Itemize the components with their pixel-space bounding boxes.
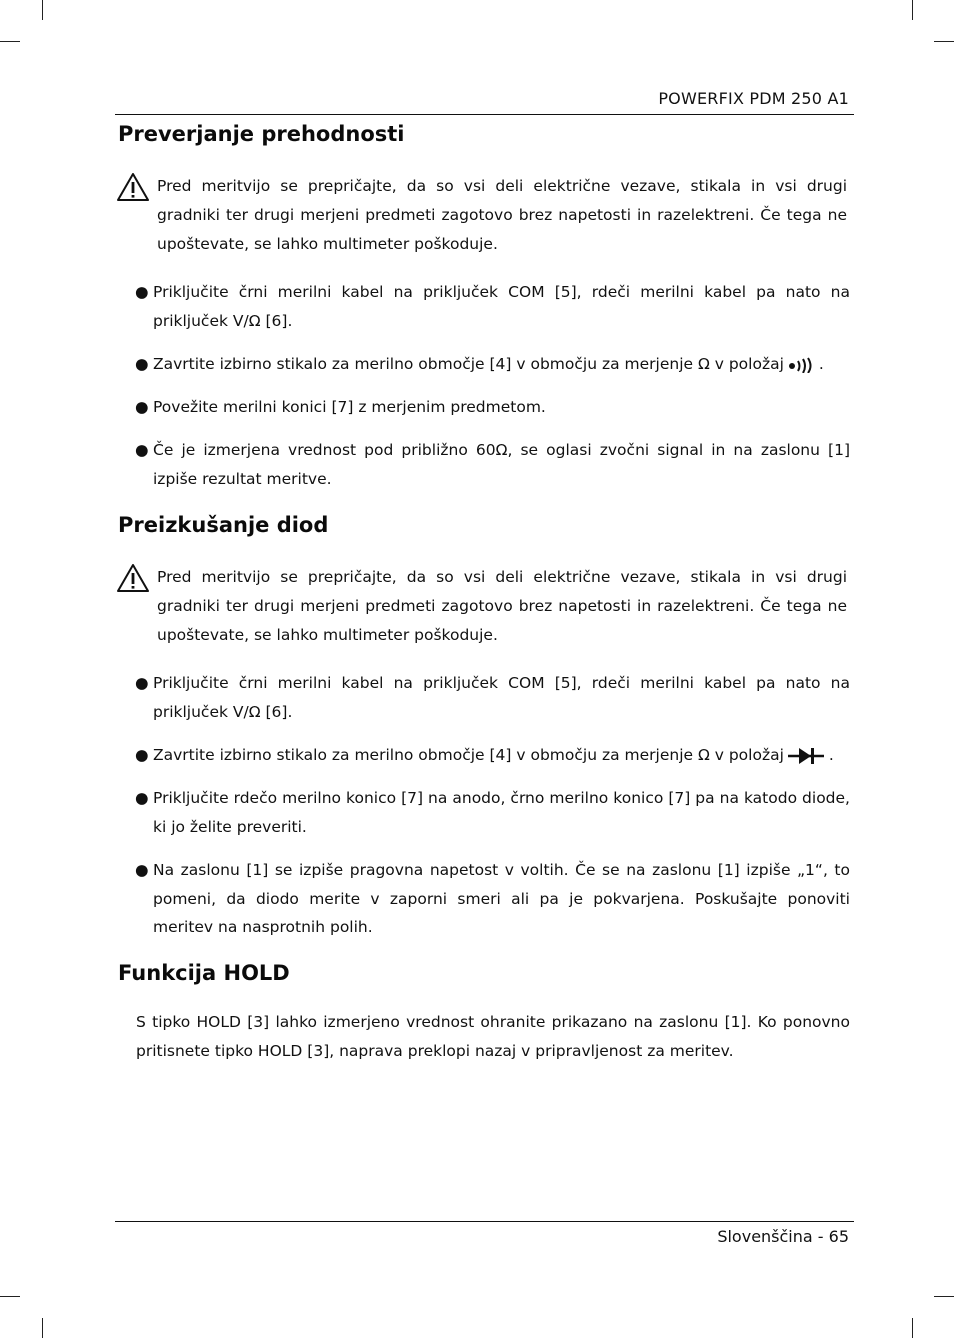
section-heading-hold: Funkcija HOLD	[118, 961, 290, 985]
hold-paragraph: S tipko HOLD [3] lahko izmerjeno vrednost ohranite prikazano na zaslonu [1]. Ko ponovno pritisnete tipko HOLD [3], naprava preklopi nazaj v pripravljenost za meritev.	[136, 1013, 850, 1060]
crop-mark	[42, 0, 43, 20]
section-heading-continuity: Preverjanje prehodnosti	[118, 122, 405, 146]
list-item-text: Na zaslonu [1] se izpiše pragovna napetost v voltih. Če se na zaslonu [1] izpiše „1“, to pomeni, da diodo merite v zaporni smeri ali pa je pokvarjena. Poskušajte ponoviti meritev na nasprotnih polih.	[153, 861, 850, 936]
header-rule	[115, 114, 854, 115]
list-item	[135, 784, 850, 841]
bullet-dot-icon: ●	[135, 398, 149, 416]
crop-mark	[934, 41, 954, 42]
bullet-dot-icon: ●	[135, 789, 149, 807]
warning-triangle-icon	[116, 563, 150, 593]
warning-note	[116, 172, 856, 259]
list-item-text: Zavrtite izbirno stikalo za merilno območje [4] v območju za merjenje Ω v položaj	[153, 746, 784, 764]
bullet-dot-icon: ●	[135, 746, 149, 764]
list-item-text: Priključite črni merilni kabel na priključek COM [5], rdeči merilni kabel pa nato na priključek V/Ω [6].	[153, 283, 850, 330]
list-item-text: Priključite črni merilni kabel na priključek COM [5], rdeči merilni kabel pa nato na priključek V/Ω [6].	[153, 674, 850, 721]
list-item-text: Če je izmerjena vrednost pod približno 60Ω, se oglasi zvočni signal in na zaslonu [1] izpiše rezultat meritve.	[153, 441, 850, 488]
running-header: POWERFIX PDM 250 A1	[658, 89, 849, 108]
crop-mark	[0, 41, 20, 42]
section-heading-diode: Preizkušanje diod	[118, 513, 329, 537]
bullet-dot-icon: ●	[135, 861, 149, 879]
list-item	[135, 741, 850, 770]
list-item-tail: .	[818, 355, 824, 373]
continuity-buzzer-icon	[788, 357, 814, 373]
list-item-text: Zavrtite izbirno stikalo za merilno območje [4] v območju za merjenje Ω v položaj	[153, 355, 784, 373]
list-item	[135, 350, 850, 379]
footer-rule	[115, 1221, 854, 1222]
list-item-text: Priključite rdečo merilno konico [7] na anodo, črno merilno konico [7] pa na katodo diode, ki jo želite preveriti.	[153, 789, 850, 836]
bullet-dot-icon: ●	[135, 355, 149, 373]
list-item	[135, 669, 850, 726]
warning-triangle-icon	[116, 172, 150, 202]
warning-text: Pred meritvijo se prepričajte, da so vsi deli električne vezave, stikala in vsi drugi gradniki ter drugi merjeni predmeti zagotovo brez napetosti in razelektreni. Če tega ne upoštevate, se lahko multimeter poškoduje.	[157, 177, 847, 253]
list-item	[135, 278, 850, 335]
list-item	[135, 856, 850, 942]
diode-icon	[788, 747, 824, 765]
list-item	[135, 393, 850, 422]
warning-text: Pred meritvijo se prepričajte, da so vsi deli električne vezave, stikala in vsi drugi gradniki ter drugi merjeni predmeti zagotovo brez napetosti in razelektreni. Če tega ne upoštevate, se lahko multimeter poškoduje.	[157, 568, 847, 644]
crop-mark	[912, 0, 913, 20]
crop-mark	[934, 1296, 954, 1297]
page-footer: Slovenščina - 65	[717, 1227, 849, 1246]
bullet-dot-icon: ●	[135, 441, 149, 459]
list-item-text: Povežite merilni konici [7] z merjenim predmetom.	[153, 398, 546, 416]
list-item	[135, 436, 850, 493]
bullet-dot-icon: ●	[135, 283, 149, 301]
crop-mark	[42, 1318, 43, 1338]
crop-mark	[0, 1296, 20, 1297]
warning-note	[116, 563, 856, 650]
list-item-tail: .	[828, 746, 834, 764]
crop-mark	[912, 1318, 913, 1338]
bullet-dot-icon: ●	[135, 674, 149, 692]
